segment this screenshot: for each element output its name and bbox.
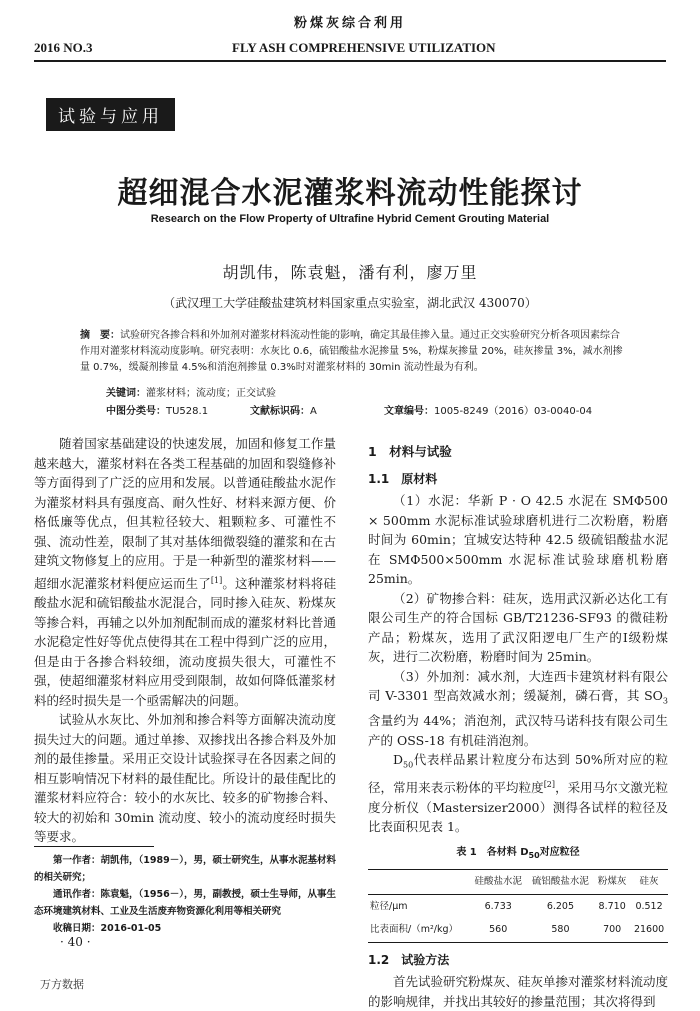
- table-cell: 6.733: [484, 900, 512, 912]
- table-title-sub: 50: [528, 850, 540, 860]
- method-paragraph: 首先试验研究粉煤灰、硅灰单掺对灌浆材料流动度的影响规律，并找出其较好的掺量范围；其次将得到: [368, 974, 669, 1009]
- d50-paragraph: [368, 750, 668, 837]
- additive-text-b: 含量约为 44%；消泡剂，武汉特马诺科技有限公司生产的 OSS-18 有机硅消泡剂。: [368, 713, 668, 748]
- table-cell: 0.512: [635, 900, 663, 912]
- d50-text-b: 代表样品累计粒度分布达到 50%所对应的粒径，常用来表示粉体的平均粒度: [368, 752, 668, 796]
- journal-title-cn: 粉煤灰综合利用: [293, 16, 406, 31]
- section-label: 试验与应用: [46, 98, 175, 131]
- intro-paragraph-2: 试验从水灰比、外加剂和掺合料等方面解决流动度损失过大的问题。通过单掺、双掺找出各掺合料及外加剂的最佳掺量。采用正交设计试验探寻在各因素之间的相互影响情况下材料的最佳配比。所设计的最佳配比的灌浆材料应符合：较小的水灰比、较多的矿物掺合料、较大的初始和 30min 流动度、较小的流动度经时损失等要求。: [34, 712, 336, 845]
- doc-code-text: A: [310, 406, 317, 417]
- table-cell: 比表面积/（m²/kg）: [370, 924, 458, 936]
- citation-1: [1]: [210, 575, 223, 585]
- footnote-received-date: 收稿日期：2016-01-05: [53, 923, 162, 934]
- d50-text-a: D: [393, 752, 404, 767]
- table-1-title: [368, 843, 668, 866]
- keywords-label: 关键词：: [106, 388, 146, 399]
- intro-paragraph-1: [34, 434, 336, 710]
- article-no-text: 1005-8249（2016）03-0040-04: [434, 406, 593, 417]
- issue-number: 2016 NO.3: [34, 40, 93, 55]
- watermark: 万方数据: [40, 978, 84, 991]
- d50-subscript: 50: [403, 760, 414, 770]
- materials-admixture: （2）矿物掺合料：硅灰，选用武汉新必达化工有限公司生产的符合国标 GB/T21236-SF93 的微硅粉产品；粉煤灰，选用了武汉阳逻电厂生产的Ⅰ级粉煤灰，进行二次粉磨，粉磨时间为 25min。: [368, 590, 668, 664]
- clc-label: 中图分类号：: [106, 406, 166, 417]
- table-header-cell: 硅酸盐水泥: [474, 876, 522, 888]
- article-number: [384, 402, 592, 417]
- table-cell: 粒径/μm: [370, 900, 408, 912]
- table-row: [368, 894, 668, 918]
- subsection-heading-1-1: 1.1 原材料: [368, 471, 438, 486]
- table-cell: 700: [603, 924, 622, 936]
- paper-title-en: Research on the Flow Property of Ultrafine Hybrid Cement Grouting Material: [150, 213, 550, 225]
- additive-text-a: （3）外加剂：减水剂，大连西卡建筑材料有限公司 V-3301 型高效减水剂；缓凝剂，磷石膏，其 SO: [368, 668, 668, 703]
- intro-p1-text: 随着国家基础建设的快速发展，加固和修复工作量越来越大，灌浆材料在各类工程基础的加固和裂缝修补等方面得到了广泛的应用和发展。以普通硅酸盐水泥作为灌浆材料具有强度高、耐久性好、材料来源方便、价格低廉等优点，但其粒径较大、粗颗粒多、可灌性不强、流动性差，限制了其对基体细微裂缝的灌浆和在古建筑文物修复上的应用。于是一种新型的灌浆材料——超细水泥灌浆材料便应运而生了: [34, 436, 336, 591]
- table-header-cell: [368, 870, 470, 895]
- table-header-row: [368, 870, 668, 895]
- keywords: [106, 384, 276, 399]
- table-header-cell: 粉煤灰: [597, 876, 627, 888]
- clc-text: TU528.1: [166, 406, 209, 417]
- keywords-text: 灌浆材料；流动度；正交试验: [146, 388, 276, 399]
- d50-text-c: ，采用马尔文激光粒度分析仪（Mastersizer2000）测得各试样的粒径及比表面积见表 1。: [368, 780, 668, 835]
- table-cell: 8.710: [598, 900, 626, 912]
- subsection-heading-1-2: 1.2 试验方法: [368, 952, 450, 967]
- document-code: [250, 402, 317, 417]
- footnotes: [34, 852, 344, 937]
- materials-additive: [368, 667, 668, 751]
- footnote-rule: [34, 846, 154, 847]
- table-title-a: 表 1 各材料 D: [456, 846, 529, 858]
- table-cell: 560: [489, 924, 508, 936]
- table-row: [368, 918, 668, 942]
- abstract: [80, 328, 628, 376]
- table-title-b: 对应粒径: [539, 846, 580, 858]
- table-1: [368, 869, 668, 943]
- right-column: [368, 436, 668, 1011]
- intro-p1-tail: 。这种灌浆材料将硅酸盐水泥和硫铝酸盐水泥混合，同时掺入硅灰、粉煤灰等掺合料，再辅之以外加剂配制而成的灌浆材料比普通水泥稳定性好等优点使得其在工程中得到广泛的应用，但是由于各掺合料较细，流动度损失很大，可灌性不强，使超细灌浆材料应用受到限制，故如何降低灌浆材料的经时损失是一个亟需解决的问题。: [34, 575, 336, 708]
- clc-number: [106, 402, 208, 417]
- header-rule: [34, 60, 666, 62]
- table-cell: 6.205: [546, 900, 575, 912]
- page-number: · 40 ·: [60, 935, 91, 949]
- table-cell: 580: [551, 924, 570, 936]
- left-column: [34, 434, 336, 847]
- footnote-first-author: 第一作者：胡凯伟，（1989－），男，硕士研究生，从事水泥基材料的相关研究；: [34, 855, 336, 883]
- table-header-cell: 硅灰: [639, 876, 659, 888]
- affiliation: （武汉理工大学硅酸盐建筑材料国家重点实验室，湖北武汉 430070）: [163, 296, 537, 310]
- materials-cement: （1）水泥：华新 P · O 42.5 水泥在 SMΦ500 × 500mm 水泥标准试验球磨机进行二次粉磨，粉磨时间为 60min；宜城安达特种 42.5 级硫铝酸盐水泥在 SMΦ500×500mm 水泥标准试验球磨机粉磨 25min。: [368, 493, 668, 586]
- paper-title-cn: 超细混合水泥灌浆料流动性能探讨: [117, 176, 583, 211]
- abstract-text: 试验研究各掺合料和外加剂对灌浆材料流动性能的影响，确定其最佳掺入量。通过正交实验研究分析各项因素综合作用对灌浆材料流动度影响。研究表明：水灰比 0.6，硫铝酸盐水泥掺量 5%，粉煤灰掺量 20%，硅灰掺量 3%，减水剂掺量 0.7%，缓凝剂掺量 4.5%和消泡剂掺量 0.3%时对灌浆材料的 30min 流动性最为有利。: [80, 330, 623, 373]
- doc-code-label: 文献标识码：: [250, 406, 310, 417]
- footnote-corresponding-author: 通讯作者：陈袁魁，（1956－），男，副教授，硕士生导师，从事生态环境建筑材料、工业及生活废弃物资源化利用等相关研究: [34, 889, 336, 917]
- abstract-label: 摘 要：: [80, 330, 120, 341]
- table-cell: 21600: [633, 924, 665, 936]
- citation-2: [2]: [543, 780, 556, 789]
- table-header-cell: 硫铝酸盐水泥: [531, 876, 589, 888]
- article-no-label: 文章编号：: [384, 406, 434, 417]
- so3-subscript: 3: [662, 696, 668, 706]
- journal-title-en: FLY ASH COMPREHENSIVE UTILIZATION: [232, 40, 496, 55]
- section-heading-1: 1 材料与试验: [368, 444, 452, 459]
- authors: 胡凯伟，陈袁魁，潘有利，廖万里: [222, 263, 478, 282]
